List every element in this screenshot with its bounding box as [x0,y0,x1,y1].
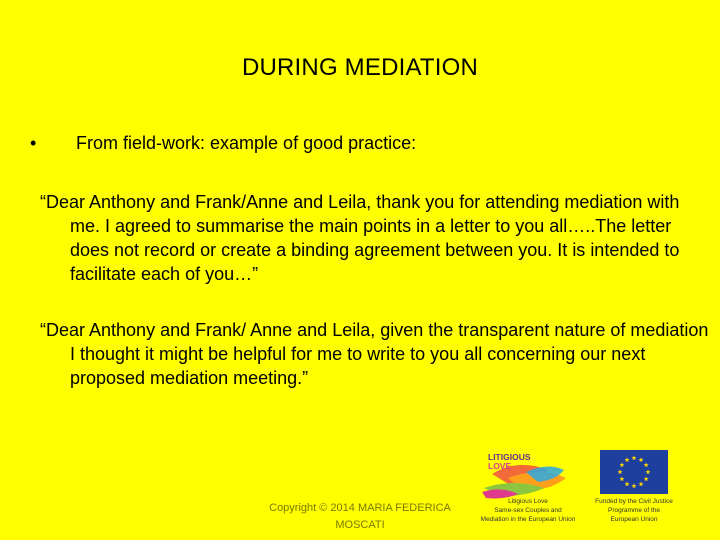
bullet-icon: • [30,133,37,153]
litigious-love-caption [470,497,586,524]
eu-flag-logo [600,450,668,494]
copyright-line-1: Copyright © 2014 MARIA FEDERICA [269,502,451,514]
eu-caption-line-2: Programme of the [607,507,661,514]
eu-caption-line-1: Funded by the Civil Justice [595,498,673,505]
logo-word-1: LITIGIOUS [488,452,531,462]
ll-caption-line-1: Litigious Love [508,498,548,505]
slide-title: DURING MEDIATION [241,54,479,81]
bullet-item [30,133,416,154]
copyright-notice [256,500,464,534]
ll-caption-line-2: Same-sex Couples and [494,507,562,514]
copyright-line-2: MOSCATI [335,519,385,531]
ll-caption-line-3: Mediation in the European Union [480,516,576,523]
bullet-text: From field-work: example of good practice: [76,133,417,153]
logo-word-2: LOVE [488,461,512,471]
eu-caption-line-3: European Union [610,516,658,523]
eu-funding-caption [586,497,682,524]
quote-letter-2: “Dear Anthony and Frank/ Anne and Leila, given the transparent nature of mediation I thought it might be helpful for me to write to you all concerning our next proposed mediation meeting.” [40,320,709,388]
quote-letter-1: “Dear Anthony and Frank/Anne and Leila, thank you for attending mediation with me. I agreed to summarise the main points in a letter to you all…..The letter does not record or create a binding agreement between you. It is intended to facilitate each of you…” [40,192,680,284]
